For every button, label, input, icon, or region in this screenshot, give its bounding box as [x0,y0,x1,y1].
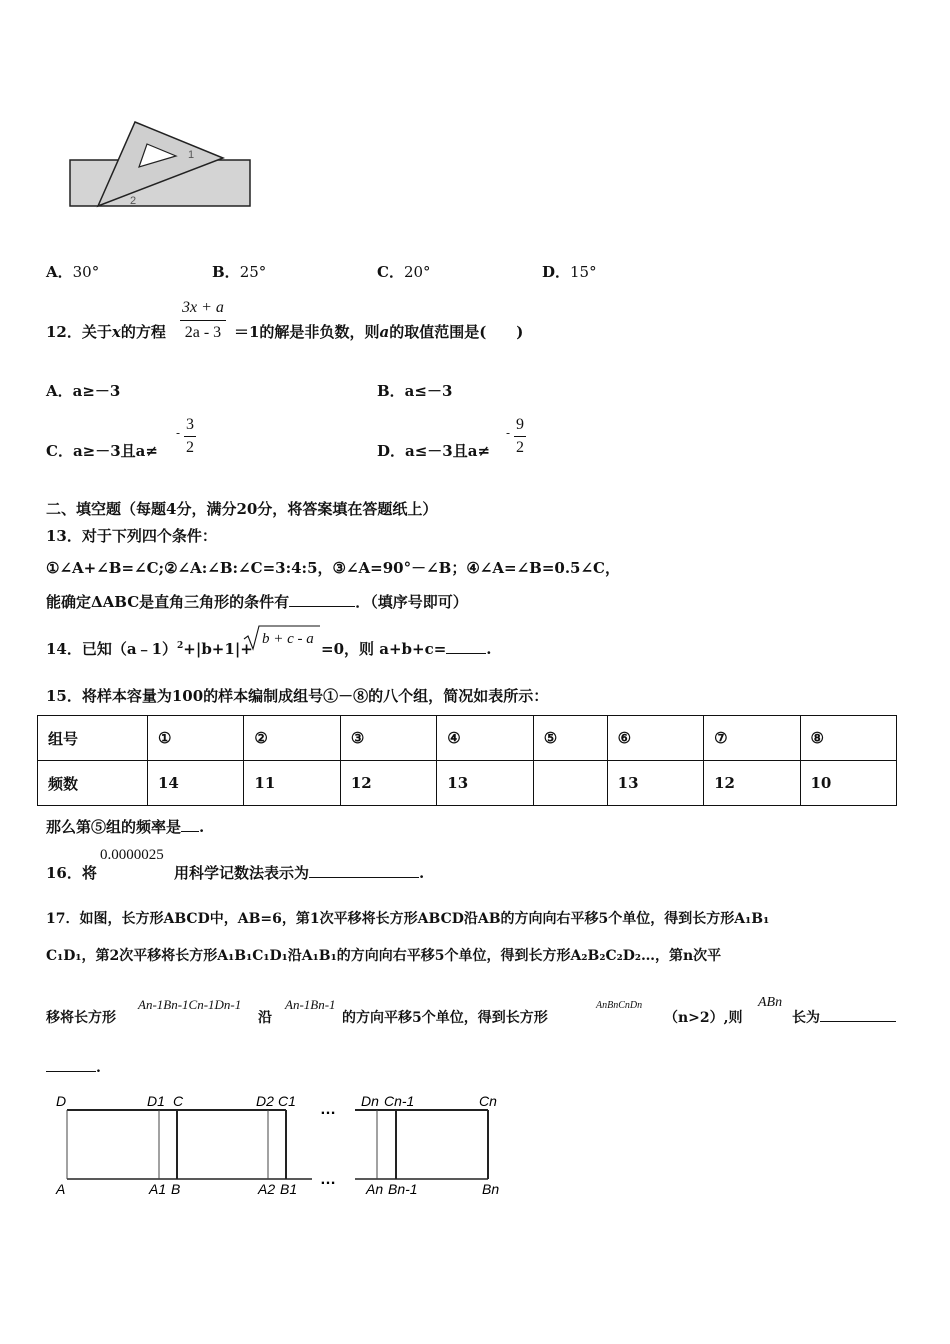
q17-rect-prev: An-1Bn-1Cn-1Dn-1 [138,997,242,1012]
table-cell: 13 [437,761,533,806]
q17-ab-n: ABn [758,995,783,1010]
q12-stem: 12．关于x的方程 [46,323,166,341]
label-d2: D2 [256,1093,274,1109]
label-dn: Dn [361,1093,379,1109]
q16-answer-blank[interactable] [309,877,419,878]
q17-answer-blank-1[interactable] [820,1021,896,1022]
label-b1: B1 [280,1181,298,1197]
label-bn-1: Bn-1 [388,1181,418,1197]
label-c1: C1 [278,1093,296,1109]
table-cell: ⑦ [704,716,800,761]
q11-option-c[interactable]: C．20° [377,263,431,281]
q14-sqrt-body: b + c - a [262,631,314,647]
q16-stem: 用科学记数法表示为 . [174,864,425,882]
q17-line-3e: 长为 [792,1007,896,1027]
table-header-cell: 频数 [38,761,148,806]
label-c: C [173,1093,184,1109]
frequency-table [37,715,897,806]
q17-line-3a: 移将长方形 [46,1010,116,1026]
q12-option-d[interactable]: D．a≤－3且a≠ [377,442,491,460]
label-a: A [56,1181,66,1197]
q16-prefix: 16．将 [46,864,97,882]
table-cell: 11 [244,761,340,806]
q17-line-3b: 沿 [258,1010,272,1026]
q11-option-b[interactable]: B．25° [212,263,267,281]
q13-stem: 13．对于下列四个条件： [46,527,217,545]
q17-line-3c: 的方向平移5个单位，得到长方形 [342,1010,548,1026]
angle-2-label: 2 [130,195,137,207]
label-bn: Bn [482,1181,500,1197]
label-an: An [366,1181,384,1197]
section-heading: 二、填空题（每题4分，满分20分，将答案填在答题纸上） [46,500,438,518]
q16-number: 0.0000025 [100,847,164,863]
q17-seg-prev: An-1Bn-1 [285,997,336,1012]
q12-option-a[interactable]: A．a≥－3 [46,382,121,400]
table-cell: 12 [704,761,800,806]
table-cell: ① [148,716,244,761]
label-d: D [56,1093,67,1109]
ellipsis-bottom: … [320,1171,336,1188]
table-row [38,716,897,761]
table-cell: ② [244,716,340,761]
translation-figure [50,1090,510,1205]
q14-stem: 14．已知（a﹣1）$^2$+|b+1|+ [46,640,253,658]
q13-conditions: ①∠A+∠B=∠C;②∠A:∠B:∠C=3:4:5，③∠A=90°－∠B；④∠A=∠B=0.5∠C， [46,559,620,577]
angle-1-label: 1 [188,149,195,161]
set-square-figure [60,110,260,215]
ellipsis-top: … [320,1101,336,1118]
q15-question: 那么第⑤组的频率是 . [46,818,205,836]
q17-rect-n: AnBnCnDn [596,1000,643,1011]
q17-answer-blank-2[interactable] [46,1071,96,1072]
q12-option-b[interactable]: B．a≤－3 [377,382,453,400]
table-cell: 12 [340,761,436,806]
q12-option-c-sign: - [176,426,181,440]
q12-option-c-fraction: $\frac{3}{2}$ [184,414,196,459]
q11-option-d[interactable]: D．15° [542,263,597,281]
q14-stem-tail: =0，则 a+b+c= . [321,640,492,658]
table-row [38,761,897,806]
q17-line-3d: （n>2）,则 [664,1010,743,1026]
q17-line-4: . [46,1060,101,1076]
table-cell: 10 [800,761,897,806]
q11-option-a[interactable]: A．30° [46,263,100,281]
label-a1: A1 [149,1181,167,1197]
label-b: B [171,1181,181,1197]
label-cn-1: Cn-1 [384,1093,415,1109]
q15-answer-blank[interactable] [181,831,199,832]
table-header-cell: 组号 [38,716,148,761]
table-cell [533,761,607,806]
label-cn: Cn [479,1093,497,1109]
table-cell: ⑤ [533,716,607,761]
q15-stem: 15．将样本容量为100的样本编制成组号①－⑧的八个组，简况如表所示： [46,687,549,705]
q13-answer-blank[interactable] [289,606,355,607]
q14-sqrt [242,622,322,652]
label-a2: A2 [258,1181,276,1197]
q12-option-d-sign: - [506,426,511,440]
table-cell: ③ [340,716,436,761]
q13-question: 能确定ΔABC是直角三角形的条件有 ．（填序号即可） [46,593,468,611]
q17-line-1: 17．如图，长方形ABCD中，AB=6，第1次平移将长方形ABCD沿AB的方向向右平移5个单位，得到长方形A₁B₁ [46,911,770,927]
q17-line-2: C₁D₁，第2次平移将长方形A₁B₁C₁D₁沿A₁B₁的方向向右平移5个单位，得到长方形A₂B₂C₂D₂…，第n次平 [46,948,722,964]
table-cell: 13 [607,761,703,806]
q14-answer-blank[interactable] [446,653,486,654]
q12-option-d-fraction: $\frac{9}{2}$ [514,414,526,459]
table-cell: ⑧ [800,716,897,761]
table-cell: ⑥ [607,716,703,761]
q12-option-c[interactable]: C．a≥－3且a≠ [46,442,158,460]
q12-stem-tail: ＝1的解是非负数，则a的取值范围是( ) [234,323,524,341]
label-d1: D1 [147,1093,165,1109]
table-cell: 14 [148,761,244,806]
q12-fraction: $\frac{3x + a}{2a - 3}$ [180,296,226,345]
table-cell: ④ [437,716,533,761]
